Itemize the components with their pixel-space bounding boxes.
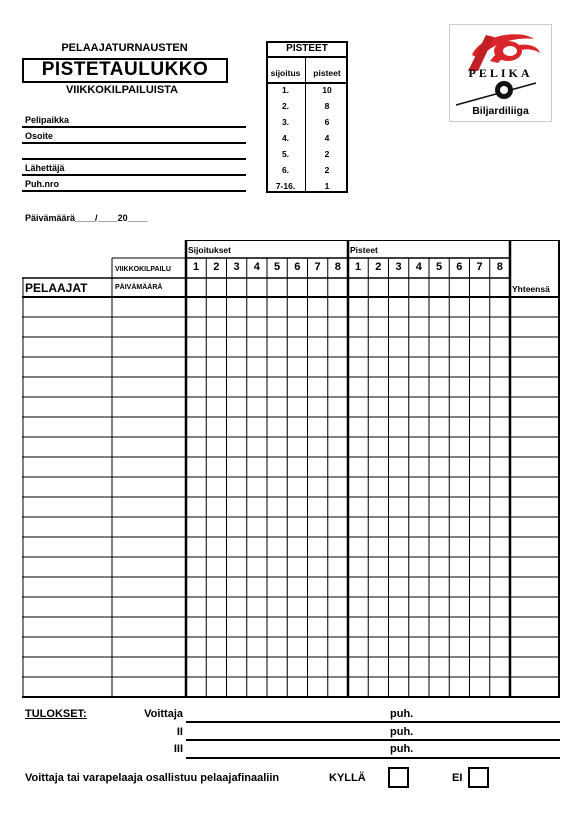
points-col-7: 7 [476, 261, 483, 273]
players-label: PELAAJAT [25, 281, 88, 295]
sender-field[interactable] [22, 174, 246, 176]
yes-checkbox[interactable] [388, 767, 409, 788]
place-cell: 3. [281, 117, 290, 127]
total-label: Yhteensä [512, 284, 550, 294]
points-cell: 6 [324, 117, 330, 127]
placement-col-8: 8 [334, 261, 341, 273]
place-cell: 5. [281, 149, 290, 159]
place-cell: 6. [281, 165, 290, 175]
form-subtitle-top: PELAAJATURNAUSTEN [61, 42, 188, 54]
form-subtitle-bottom: VIIKKOKILPAILUISTA [65, 84, 179, 96]
points-col-1: 1 [354, 261, 362, 273]
address-field-2[interactable] [22, 158, 246, 160]
no-label: EI [452, 772, 463, 784]
form-title: PISTETAULUKKO [41, 59, 209, 80]
points-table-title: PISTEET [286, 43, 328, 54]
points-col-6: 6 [456, 261, 463, 273]
placement-col-7: 7 [314, 261, 321, 273]
points-cell: 2 [324, 165, 330, 175]
placement-col-3: 3 [233, 261, 240, 273]
points-header: pisteet [313, 68, 341, 78]
placement-col-5: 5 [273, 261, 281, 273]
placement-col-1: 1 [192, 261, 200, 273]
third-phone-label: puh. [390, 743, 414, 755]
results-label: TULOKSET: [25, 708, 87, 720]
place-cell: 7-16. [275, 181, 296, 191]
round-date-label: PÄIVÄMÄÄRÄ [115, 284, 163, 291]
points-label: Pisteet [350, 245, 378, 255]
place-cell: 2. [281, 101, 290, 111]
address-field[interactable] [22, 142, 246, 144]
pelika-logo [449, 24, 552, 122]
logo-brand: PELIKA [468, 66, 533, 80]
points-col-2: 2 [375, 261, 382, 273]
place-header: sijoitus [270, 68, 301, 78]
yes-label: KYLLÄ [329, 772, 366, 784]
sender-label: Lähettäjä [25, 163, 65, 173]
placement-col-4: 4 [253, 261, 260, 273]
date-field[interactable]: Päivämäärä____/____20____ [25, 213, 148, 223]
logo-tagline: Biljardiliiga [472, 105, 529, 117]
second-phone-label: puh. [390, 726, 414, 738]
address-label: Osoite [25, 131, 54, 141]
points-col-4: 4 [415, 261, 422, 273]
final-question: Voittaja tai varapelaaja osallistuu pelaajafinaaliin [25, 772, 280, 784]
place-cell: 1. [281, 85, 290, 95]
venue-label: Pelipaikka [25, 115, 70, 125]
third-label: III [173, 743, 183, 755]
phone-label: Puh.nro [25, 179, 59, 189]
points-col-3: 3 [395, 261, 402, 273]
placement-col-2: 2 [213, 261, 220, 273]
second-label: II [176, 726, 183, 738]
points-cell: 2 [324, 149, 330, 159]
second-field[interactable] [186, 739, 560, 741]
place-cell: 4. [281, 133, 290, 143]
winner-label: Voittaja [144, 708, 183, 720]
points-cell: 8 [324, 101, 330, 111]
points-cell: 1 [324, 181, 330, 191]
score-grid [22, 240, 560, 698]
third-field[interactable] [186, 757, 560, 759]
score-grid-lines [22, 240, 560, 698]
points-col-5: 5 [435, 261, 443, 273]
winner-phone-label: puh. [390, 708, 414, 720]
placement-col-6: 6 [294, 261, 301, 273]
placements-label: Sijoitukset [188, 245, 231, 255]
no-checkbox[interactable] [468, 767, 489, 788]
points-cell: 10 [322, 85, 332, 95]
winner-field[interactable] [186, 721, 560, 723]
venue-field[interactable] [22, 126, 246, 128]
points-col-8: 8 [496, 261, 503, 273]
competition-label: VIIKKOKILPAILU [115, 266, 171, 273]
points-cell: 4 [324, 133, 330, 143]
phone-field[interactable] [22, 190, 246, 192]
